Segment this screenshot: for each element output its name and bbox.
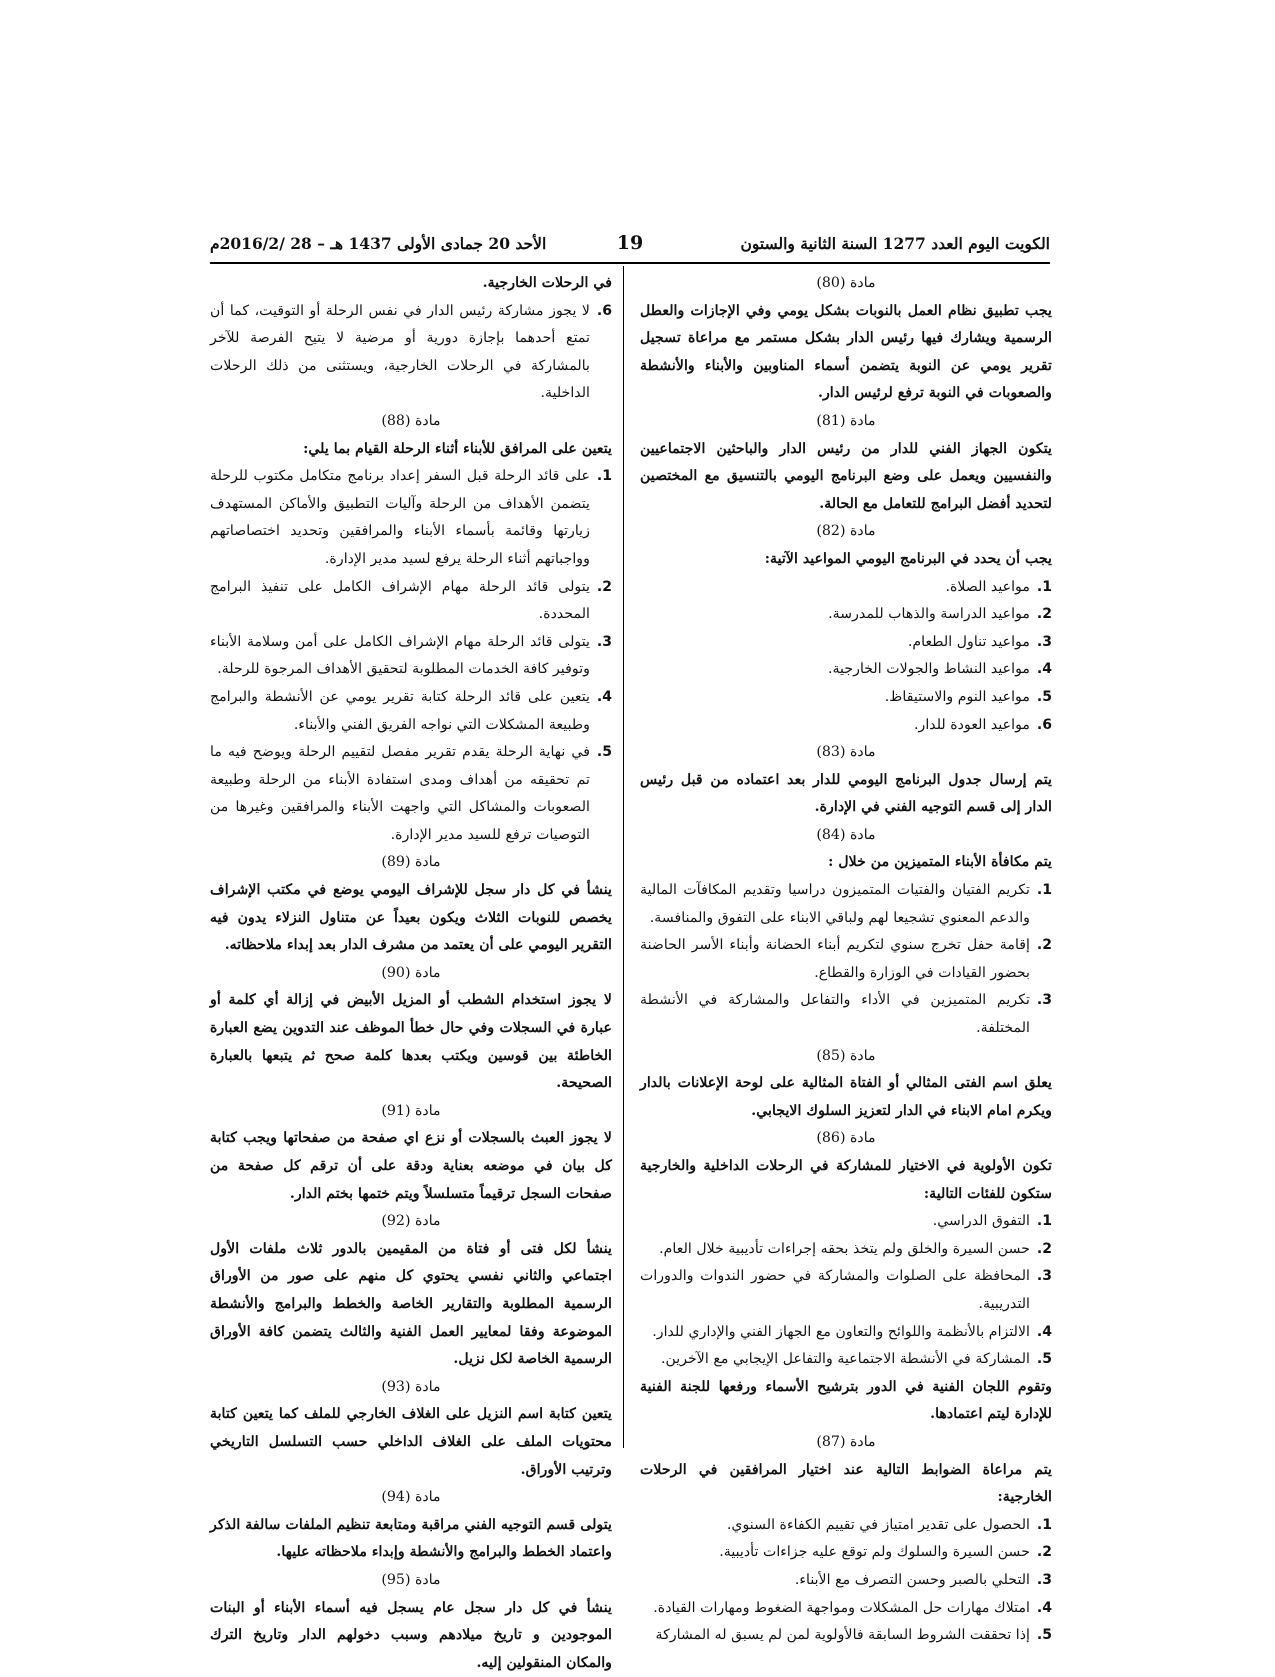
article-heading: مادة (88) — [210, 408, 612, 436]
article-paragraph: يجب أن يحدد في البرنامج اليومي المواعيد الآتية: — [640, 546, 1052, 574]
list-item-number: 5. — [1037, 684, 1052, 712]
list-item-text: مواعيد العودة للدار. — [914, 717, 1030, 733]
list-item-text: الحصول على تقدير امتياز في تقييم الكفاءة السنوي. — [727, 1517, 1030, 1533]
article-paragraph: وتقوم اللجان الفنية في الدور بترشيح الأسماء ورفعها للجنة الفنية للإدارة ليتم اعتمادها. — [640, 1374, 1052, 1429]
article-heading: مادة (84) — [640, 822, 1052, 850]
list-item-number: 1. — [1037, 877, 1052, 905]
article-heading: مادة (89) — [210, 849, 612, 877]
list-item-number: 3. — [1037, 1263, 1052, 1291]
list-item — [640, 1595, 1052, 1623]
article-paragraph: يتكون الجهاز الفني للدار من رئيس الدار والباحثين الاجتماعيين والنفسيين ويعمل على وضع البرنامج اليومي بالتنسيق مع المختصين لتحديد أفضل البرامج للتعامل مع الحالة. — [640, 436, 1052, 519]
article-heading: مادة (82) — [640, 518, 1052, 546]
left-column — [210, 270, 612, 1677]
article-heading: مادة (93) — [210, 1374, 612, 1402]
list-item — [640, 656, 1052, 684]
list-item-text: المحافظة على الصلوات والمشاركة في حضور الندوات والدورات التدريبية. — [640, 1268, 1030, 1312]
list-item-number: 2. — [1037, 932, 1052, 960]
list-item-text: يتعين على قائد الرحلة كتابة تقرير يومي عن الأنشطة والبرامج وطبيعة المشكلات التي نواجه الفريق الفني والأبناء. — [210, 689, 590, 733]
article-paragraph: ينشأ لكل فتى أو فتاة من المقيمين بالدور ثلاث ملفات الأول اجتماعي والثاني نفسي يحتوي كل منهم على صور من الأوراق الرسمية المطلوبة والتقارير الخاصة والخطط والبرامج والأنشطة الموضوعة وفقا لمعايير العمل الفنية والثالث يتضمن كافة الأوراق الرسمية الخاصة لكل نزيل. — [210, 1236, 612, 1374]
list-item-text: إذا تحققت الشروط السابقة فالأولوية لمن لم يسبق له المشاركة — [655, 1627, 1030, 1643]
list-item-number: 1. — [1037, 1512, 1052, 1540]
list-item-text: على قائد الرحلة قبل السفر إعداد برنامج متكامل مكتوب للرحلة يتضمن الأهداف من الرحلة وآليات التطبيق والأماكن المستهدف زيارتها وقائمة بأسماء الأبناء والمرافقين وتحديد اختصاصاتهم وواجباتهم أثناء الرحلة يرفع لسيد مدير الإدارة. — [210, 468, 590, 567]
article-heading: مادة (95) — [210, 1567, 612, 1595]
list-item — [640, 574, 1052, 602]
list-item — [640, 601, 1052, 629]
article-paragraph: يتولى قسم التوجيه الفني مراقبة ومتابعة تنظيم الملفات سالفة الذكر واعتماد الخطط والبرامج والأنشطة وإبداء ملاحظاته عليها. — [210, 1512, 612, 1567]
list-item — [640, 987, 1052, 1042]
article-paragraph: يتم مراعاة الضوابط التالية عند اختيار المرافقين في الرحلات الخارجية: — [640, 1457, 1052, 1512]
list-item — [210, 739, 612, 849]
right-column — [640, 270, 1052, 1650]
list-item-number: 5. — [597, 739, 612, 767]
list-item-text: يتولى قائد الرحلة مهام الإشراف الكامل على أمن وسلامة الأبناء وتوفير كافة الخدمات المطلوبة لتحقيق الأهداف المرجوة للرحلة. — [210, 634, 590, 678]
list-item-number: 1. — [1037, 574, 1052, 602]
list-item-number: 2. — [597, 574, 612, 602]
list-item — [210, 463, 612, 573]
article-heading: مادة (86) — [640, 1125, 1052, 1153]
list-item-number: 4. — [1037, 656, 1052, 684]
article-heading: مادة (85) — [640, 1043, 1052, 1071]
article-paragraph: ينشأ في كل دار سجل للإشراف اليومي يوضع في مكتب الإشراف يخصص للنوبات الثلاث ويكون بعيداً عن متناول النزلاء يدون فيه التقرير اليومي على أن يعتمد من مشرف الدار بعد إبداء ملاحظاته. — [210, 877, 612, 960]
list-item-text: إقامة حفل تخرج سنوي لتكريم أبناء الحضانة وأبناء الأسر الحاضنة بحضور القيادات في الوزارة والقطاع. — [640, 937, 1030, 981]
article-paragraph: تكون الأولوية في الاختيار للمشاركة في الرحلات الداخلية والخارجية ستكون للفئات التالية: — [640, 1153, 1052, 1208]
list-item-number: 6. — [1037, 712, 1052, 740]
list-item — [640, 1567, 1052, 1595]
list-item-text: مواعيد الدراسة والذهاب للمدرسة. — [828, 606, 1030, 622]
list-item-number: 5. — [1037, 1622, 1052, 1650]
list-item — [640, 1622, 1052, 1650]
article-paragraph: ينشأ في كل دار سجل عام يسجل فيه أسماء الأبناء أو البنات الموجودين و تاريخ ميلادهم وسبب دخولهم الدار وتاريخ الترك والمكان المنقولين إليه. — [210, 1595, 612, 1677]
article-heading: مادة (94) — [210, 1484, 612, 1512]
list-item-text: مواعيد تناول الطعام. — [908, 634, 1030, 650]
article-paragraph: يتعين كتابة اسم النزيل على الغلاف الخارجي للملف كما يتعين كتابة محتويات الملف على الغلاف الداخلي حسب التسلسل التاريخي وترتيب الأوراق. — [210, 1401, 612, 1484]
article-heading: مادة (91) — [210, 1098, 612, 1126]
list-item — [210, 684, 612, 739]
list-item-number: 3. — [597, 629, 612, 657]
list-item — [210, 298, 612, 408]
list-item — [640, 684, 1052, 712]
list-item — [640, 1512, 1052, 1540]
list-item-number: 2. — [1037, 601, 1052, 629]
list-item — [640, 1263, 1052, 1318]
list-item-text: يتولى قائد الرحلة مهام الإشراف الكامل على تنفيذ البرامج المحددة. — [210, 579, 590, 623]
header-rule — [210, 262, 1050, 264]
list-item-number: 4. — [1037, 1595, 1052, 1623]
article-heading: مادة (87) — [640, 1429, 1052, 1457]
list-item — [640, 877, 1052, 932]
article-heading: مادة (92) — [210, 1208, 612, 1236]
list-item-text: امتلاك مهارات حل المشكلات ومواجهة الضغوط ومهارات القيادة. — [653, 1600, 1030, 1616]
list-item — [640, 712, 1052, 740]
list-item-text: مواعيد النشاط والجولات الخارجية. — [828, 661, 1030, 677]
article-paragraph: لا يجوز العبث بالسجلات أو نزع اي صفحة من صفحاتها ويجب كتابة كل بيان في موضعه بعناية ودقة على أن ترقم كل صفحة من صفحات السجل ترقيماً متسلسلاً ويتم ختمها بختم الدار. — [210, 1125, 612, 1208]
list-item-number: 3. — [1037, 1567, 1052, 1595]
article-paragraph: يعلق اسم الفتى المثالي أو الفتاة المثالية على لوحة الإعلانات بالدار ويكرم امام الابناء في الدار لتعزيز السلوك الايجابي. — [640, 1070, 1052, 1125]
list-item — [640, 629, 1052, 657]
list-item-number: 4. — [597, 684, 612, 712]
page-number: 19 — [210, 232, 1050, 254]
list-item — [210, 629, 612, 684]
list-item — [640, 932, 1052, 987]
list-item-number: 1. — [597, 463, 612, 491]
list-item-number: 2. — [1037, 1236, 1052, 1264]
article-paragraph: يتم إرسال جدول البرنامج اليومي للدار بعد اعتماده من قبل رئيس الدار إلى قسم التوجيه الفني في الإدارة. — [640, 767, 1052, 822]
article-paragraph: في الرحلات الخارجية. — [210, 270, 612, 298]
list-item-text: المشاركة في الأنشطة الاجتماعية والتفاعل الإيجابي مع الآخرين. — [661, 1351, 1030, 1367]
list-item-text: الالتزام بالأنظمة واللوائح والتعاون مع الجهاز الفني والإداري للدار. — [652, 1324, 1030, 1340]
list-item — [640, 1539, 1052, 1567]
list-item — [210, 574, 612, 629]
list-item — [640, 1208, 1052, 1236]
list-item-number: 5. — [1037, 1346, 1052, 1374]
article-heading: مادة (83) — [640, 739, 1052, 767]
list-item-text: حسن السيرة والسلوك ولم توقع عليه جزاءات تأديبية. — [719, 1544, 1030, 1560]
list-item-number: 3. — [1037, 629, 1052, 657]
list-item-text: حسن السيرة والخلق ولم يتخذ بحقه إجراءات تأديبية خلال العام. — [659, 1241, 1030, 1257]
list-item-text: تكريم الفتيان والفتيات المتميزون دراسيا وتقديم المكافآت المالية والدعم المعنوي تشجيعا لهم ولباقي الابناء على التفوق والمنافسة. — [640, 882, 1030, 926]
list-item-number: 4. — [1037, 1319, 1052, 1347]
article-paragraph: لا يجوز استخدام الشطب أو المزيل الأبيض في إزالة أي كلمة أو عبارة في السجلات وفي حال خطأ الموظف عند التدوين يضع العبارة الخاطئة بين قوسين ويكتب بعدها كلمة صحح ثم يتبعها بالعبارة الصحيحة. — [210, 987, 612, 1097]
list-item-number: 2. — [1037, 1539, 1052, 1567]
list-item-number: 3. — [1037, 987, 1052, 1015]
list-item-number: 6. — [597, 298, 612, 326]
list-item-text: مواعيد الصلاة. — [945, 579, 1030, 595]
list-item-text: لا يجوز مشاركة رئيس الدار في نفس الرحلة أو التوقيت، كما أن تمتع أحدهما بإجازة دورية أو مرضية لا يتيح الفرصة للآخر بالمشاركة في الرحلات الخارجية، ويستثنى من ذلك الرحلات الداخلية. — [210, 303, 590, 402]
list-item — [640, 1346, 1052, 1374]
article-paragraph: يجب تطبيق نظام العمل بالنوبات بشكل يومي وفي الإجازات والعطل الرسمية ويشارك فيها رئيس الدار بشكل مستمر مع مراعاة تسجيل تقرير يومي عن النوبة يتضمن أسماء المناوبين والأبناء والأنشطة والصعوبات في النوبة ترفع لرئيس الدار. — [640, 298, 1052, 408]
list-item-text: التفوق الدراسي. — [933, 1213, 1030, 1229]
page-header — [210, 234, 1050, 258]
header-date: الأحد 20 جمادى الأولى 1437 هـ – 28 /2016/2م — [210, 234, 546, 253]
list-item — [640, 1319, 1052, 1347]
list-item-text: مواعيد النوم والاستيقاظ. — [885, 689, 1030, 705]
list-item-text: التحلي بالصبر وحسن التصرف مع الأبناء. — [795, 1572, 1030, 1588]
article-heading: مادة (81) — [640, 408, 1052, 436]
list-item — [640, 1236, 1052, 1264]
article-heading: مادة (80) — [640, 270, 1052, 298]
list-item-text: في نهاية الرحلة يقدم تقرير مفصل لتقييم الرحلة ويوضح فيه ما تم تحقيقه من أهداف ومدى استفادة الأبناء من الرحلة وطبيعة الصعوبات والمشاكل التي واجهت الأبناء والمرافقين وغيرها من التوصيات ترفع للسيد مدير الإدارة. — [210, 744, 590, 843]
header-issue-info: الكويت اليوم العدد 1277 السنة الثانية والستون — [741, 234, 1051, 253]
article-paragraph: يتعين على المرافق للأبناء أثناء الرحلة القيام بما يلي: — [210, 436, 612, 464]
list-item-text: تكريم المتميزين في الأداء والتفاعل والمشاركة في الأنشطة المختلفة. — [640, 992, 1030, 1036]
list-item-number: 1. — [1037, 1208, 1052, 1236]
article-heading: مادة (90) — [210, 960, 612, 988]
column-divider — [623, 266, 624, 1448]
article-paragraph: يتم مكافأة الأبناء المتميزين من خلال : — [640, 849, 1052, 877]
